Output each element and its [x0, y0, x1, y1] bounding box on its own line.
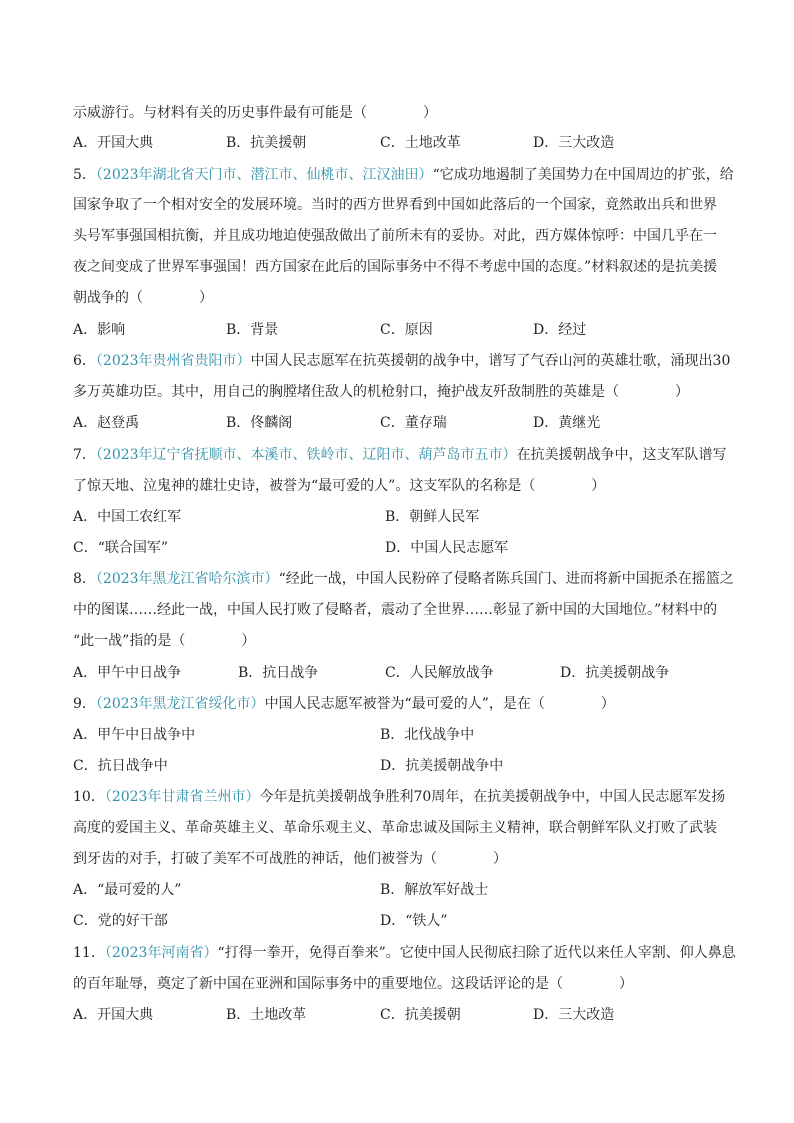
- question-number: 6．: [73, 353, 96, 369]
- q6-option-a: A．赵登禹: [73, 415, 140, 431]
- question-source: （2023年湖北省天门市、潜江市、仙桃市、江汉油田）: [95, 167, 433, 183]
- q10-line-3: 到牙齿的对手，打破了美军不可战胜的神话，他们被誉为（ ）: [73, 851, 507, 867]
- q7-option-c: C．“联合国军”: [73, 540, 169, 556]
- q7-line-2: 了惊天地、泣鬼神的雄壮史诗，被誉为“最可爱的人”。这支军队的名称是（ ）: [73, 478, 606, 494]
- question-text: “它成功地遏制了美国势力在中国周边的扩张，给: [432, 167, 734, 183]
- q7-option-b: B．朝鲜人民军: [385, 509, 480, 525]
- q11-option-d: D．三大改造: [533, 1007, 615, 1023]
- q5-option-b: B．背景: [226, 322, 279, 338]
- question-text: “经此一战，中国人民粉碎了侵略者陈兵国门、进而将新中国扼杀在摇篮之: [278, 571, 734, 587]
- q11-line-1: [73, 944, 736, 962]
- question-source: （2023年黑龙江省哈尔滨市）: [95, 571, 279, 587]
- q6-option-d: D．黄继光: [533, 415, 601, 431]
- q7-option-d: D．中国人民志愿军: [385, 540, 509, 556]
- q4-option-b: B．抗美援朝: [226, 135, 307, 151]
- q8-line-1: [73, 570, 734, 588]
- question-source: （2023年贵州省贵阳市）: [95, 353, 251, 369]
- q11-option-b: B．土地改革: [226, 1007, 307, 1023]
- q4-option-d: D．三大改造: [533, 135, 615, 151]
- q5-option-c: C．原因: [380, 322, 433, 338]
- question-text: 在抗美援朝战争中，这支军队谱写: [516, 447, 727, 463]
- question-number: 10．: [73, 789, 105, 805]
- q9-option-a: A．甲午中日战争中: [73, 727, 196, 743]
- question-source: （2023年甘肃省兰州市）: [104, 789, 260, 805]
- question-text: 中国人民志愿军在抗英援朝的战争中，谱写了气吞山河的英雄壮歌，涌现出30: [250, 353, 731, 369]
- q6-line-1: [73, 352, 730, 370]
- q8-option-d: D．抗美援朝战争: [560, 665, 670, 681]
- q4-tail: 示威游行。与材料有关的历史事件最有可能是（ ）: [73, 105, 437, 121]
- q7-line-1: [73, 446, 727, 464]
- q5-option-a: A．影响: [73, 322, 126, 338]
- q5-line-3: 头号军事强国相抗衡，并且成功地迫使强敌做出了前所未有的妥协。对此，西方媒体惊呼：中国几乎在一: [73, 228, 717, 244]
- question-text: 中国人民志愿军被誉为“最可爱的人”，是在（ ）: [264, 696, 615, 712]
- q4-option-a: A．开国大典: [73, 135, 154, 151]
- question-number: 5．: [73, 167, 96, 183]
- q9-option-d: D．抗美援朝战争中: [380, 758, 504, 774]
- question-number: 11．: [73, 945, 105, 961]
- q10-option-b: B．解放军好战士: [380, 882, 489, 898]
- q11-line-2: 的百年耻辱，奠定了新中国在亚洲和国际事务中的重要地位。这段话评论的是（ ）: [73, 976, 633, 992]
- question-number: 7．: [73, 447, 96, 463]
- q7-option-a: A．中国工农红军: [73, 509, 182, 525]
- question-source: （2023年黑龙江省绥化市）: [95, 696, 265, 712]
- q11-option-a: A．开国大典: [73, 1007, 154, 1023]
- q6-option-c: C．董存瑞: [380, 415, 447, 431]
- q5-line-2: 国家争取了一个相对安全的发展环境。当时的西方世界看到中国如此落后的一个国家，竟然敢出兵和世界: [73, 197, 717, 213]
- q10-line-1: [73, 788, 725, 806]
- q6-option-b: B．佟麟阁: [226, 415, 293, 431]
- q10-option-d: D．“铁人”: [380, 913, 448, 929]
- q5-line-1: [73, 166, 734, 184]
- q9-line-1: [73, 695, 615, 713]
- q8-line-3: “此一战”指的是（ ）: [73, 633, 256, 649]
- q10-option-c: C．党的好干部: [73, 913, 168, 929]
- question-text: “打得一拳开，免得百拳来”。它使中国人民彻底扫除了近代以来任人宰割、仰人鼻息: [217, 945, 736, 961]
- q5-option-d: D．经过: [533, 322, 587, 338]
- question-number: 9．: [73, 696, 96, 712]
- q5-line-4: 夜之间变成了世界军事强国！西方国家在此后的国际事务中不得不考虑中国的态度。”材料叙述的是抗美援: [73, 259, 718, 275]
- q8-option-b: B．抗日战争: [238, 665, 319, 681]
- q8-line-2: 中的图谋……经此一战，中国人民打败了侵略者，震动了全世界……彰显了新中国的大国地位。”材料中的: [73, 602, 718, 618]
- question-number: 8．: [73, 571, 96, 587]
- q5-line-5: 朝战争的（ ）: [73, 290, 213, 306]
- q10-line-2: 高度的爱国主义、革命英雄主义、革命乐观主义、革命忠诚及国际主义精神，联合朝鲜军队义打败了武装: [73, 820, 717, 836]
- q10-option-a: A．“最可爱的人”: [73, 882, 182, 898]
- q9-option-b: B．北伐战争中: [380, 727, 475, 743]
- q6-line-2: 多万英雄功臣。其中，用自己的胸膛堵住敌人的机枪射口，掩护战友歼敌制胜的英雄是（ ）: [73, 384, 689, 400]
- q11-option-c: C．抗美援朝: [380, 1007, 461, 1023]
- q8-option-a: A．甲午中日战争: [73, 665, 182, 681]
- question-text: 今年是抗美援朝战争胜利70周年，在抗美援朝战争中，中国人民志愿军发扬: [259, 789, 726, 805]
- q9-option-c: C．抗日战争中: [73, 758, 168, 774]
- q4-option-c: C．土地改革: [380, 135, 461, 151]
- question-source: （2023年河南省）: [104, 945, 218, 961]
- question-source: （2023年辽宁省抚顺市、本溪市、铁岭市、辽阳市、葫芦岛市五市）: [95, 447, 517, 463]
- q8-option-c: C．人民解放战争: [385, 665, 494, 681]
